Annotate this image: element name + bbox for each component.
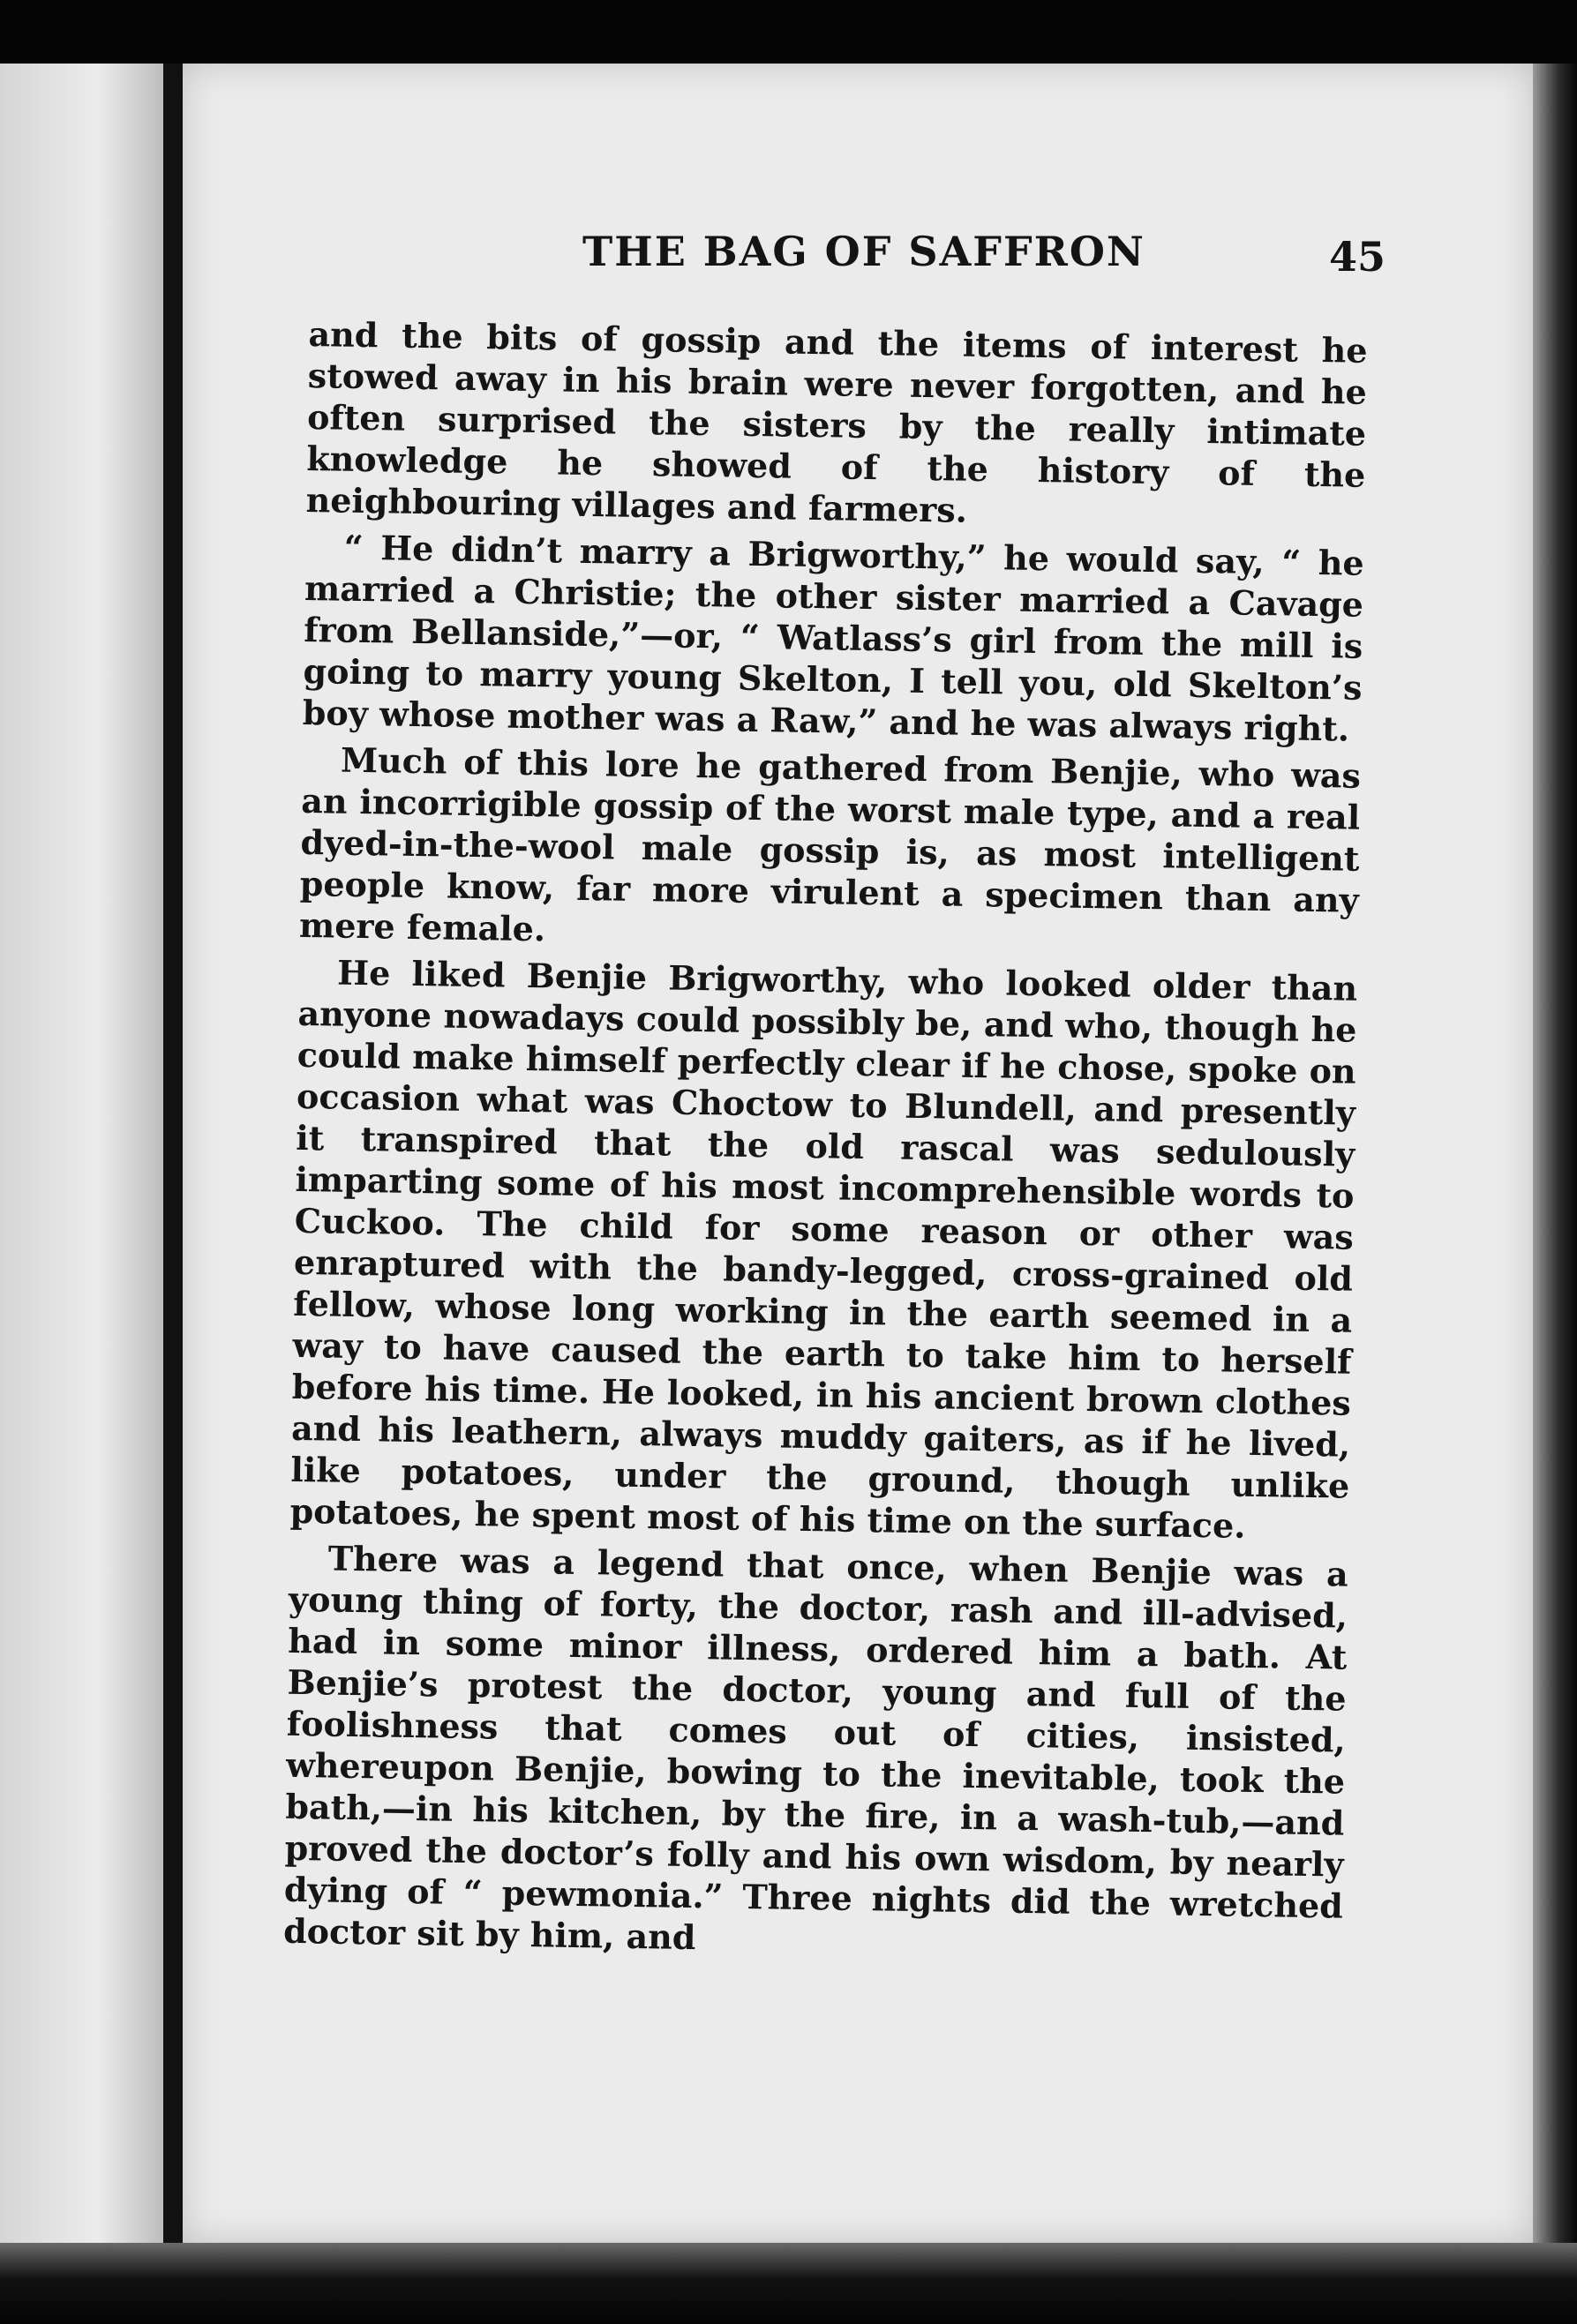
running-header: [318, 228, 1386, 289]
facing-page-edge: [0, 64, 163, 2260]
book-gutter: [163, 64, 183, 2260]
running-title: THE BAG OF SAFFRON: [582, 228, 1145, 275]
page-right-edge: [1533, 64, 1577, 2260]
paragraph-continuation: and the bits of gossip and the items of interest he stowed away in his brain were never forgotten, and he often surprised the sisters by the really intimate knowledge he showed of the history of the neighbouring villages and farmers.: [305, 313, 1368, 530]
page-number: 45: [1328, 233, 1386, 281]
paragraph: There was a legend that once, when Benjie was a young thing of forty, the doctor, rash and ill-advised, had in some minor illness, ordered him a bath. At Benjie’s protest the doctor, young and full of the foolishness that comes out of cities, insisted, whereupon Benjie, bowing to the inevitable, took the bath,—in his kitchen, by the fire, in a wash-tub,—and proved the doctor’s folly and his own wisdom, by nearly dying of “ pewmonia.” Three nights did the wretched doctor sit by him, and: [282, 1538, 1349, 1958]
scan-bottom-border: [0, 2243, 1577, 2324]
paragraph: “ He didn’t marry a Brigworthy,” he would say, “ he married a Christie; the other sister married a Cavage from Bellanside,”—or, “ Watlass’s girl from the mill is going to marry young Skelton, I tell you, old Skelton’s boy whose mother was a Raw,” and he was always right.: [302, 527, 1365, 749]
scan-top-border: [0, 0, 1577, 64]
body-text: [283, 313, 1368, 1974]
paragraph: He liked Benjie Brigworthy, who looked older than anyone nowadays could possibly be, and who, though he could make himself perfectly clear if he chose, spoke on occasion what was Choctow to Blundell, and presently it transpired that the old rascal was sedulously imparting some of his most incomprehensible words to Cuckoo. The child for some reason or other was enraptured with the bandy-legged, cross-grained old fellow, whose long working in the earth seemed in a way to have caused the earth to take him to herself before his time. He looked, in his ancient brown clothes and his leathern, always muddy gaiters, as if he lived, like potatoes, under the ground, though unlike potatoes, he spent most of his time on the surface.: [289, 952, 1358, 1546]
paragraph: Much of this lore he gathered from Benjie, who was an incorrigible gossip of the worst male type, and a real dyed-in-the-wool male gossip is, as most intelligent people know, far more virulent a specimen than any mere female.: [298, 739, 1362, 949]
